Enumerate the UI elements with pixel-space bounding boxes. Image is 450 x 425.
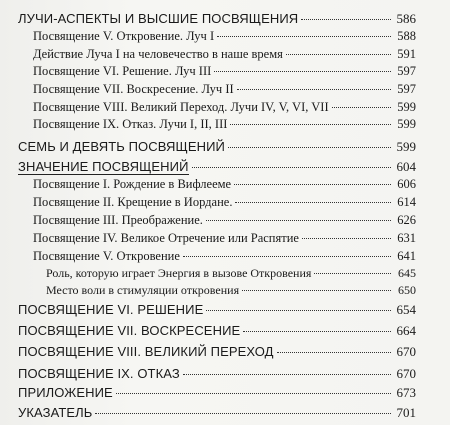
toc-entry-title: ПРИЛОЖЕНИЕ <box>18 385 113 400</box>
leader-dots <box>230 124 391 125</box>
toc-entry-page: 664 <box>396 323 416 338</box>
toc-entry-title: Посвящение III. Преображение. <box>33 213 203 227</box>
toc-entry-title: УКАЗАТЕЛЬ <box>18 405 93 420</box>
toc-entry-index <box>18 405 416 420</box>
toc-entry-title: Посвящение V. Откровение <box>33 249 180 263</box>
toc-entry-page: 586 <box>396 11 416 26</box>
leader-dots <box>206 310 391 311</box>
toc-entry-title: Место воли в стимуляции откровения <box>46 283 240 297</box>
toc-entry-page: 614 <box>397 195 416 209</box>
leader-dots <box>243 331 391 332</box>
toc-entry-title: Посвящение V. Откровение. Луч I <box>33 29 215 43</box>
toc-entry-page: 654 <box>396 302 416 317</box>
toc-entry-title: Посвящение IV. Великое Отречение или Распятие <box>33 231 299 245</box>
toc-entry-page: 631 <box>397 231 416 245</box>
toc-entry-title: Посвящение VII. Воскресение. Луч II <box>33 82 234 96</box>
leader-dots <box>237 89 391 90</box>
toc-entry-page: 597 <box>397 64 416 78</box>
toc-entry-initiation-i-birth <box>33 177 416 192</box>
toc-entry-seven-nine-initiations <box>18 139 416 154</box>
toc-entry-page: 599 <box>396 139 416 154</box>
leader-dots <box>242 290 391 291</box>
toc-entry-initiation-v-revelation-2 <box>33 249 416 264</box>
leader-dots <box>314 273 391 274</box>
leader-dots <box>301 19 391 20</box>
toc-entry-title: Роль, которую играет Энергия в вызове Откровения <box>46 266 312 280</box>
toc-entry-title: Посвящение VI. Решение. Луч III <box>33 64 212 78</box>
leader-dots <box>228 147 391 148</box>
toc-entry-initiation-viii-transition <box>33 100 416 115</box>
toc-entry-page: 641 <box>397 249 416 263</box>
toc-entry-page: 701 <box>396 405 416 420</box>
toc-entry-rays-aspects <box>18 11 416 26</box>
leader-dots <box>116 393 391 394</box>
toc-entry-title: ПОСВЯЩЕНИЕ IX. ОТКАЗ <box>18 366 180 381</box>
toc-entry-title: Посвящение IX. Отказ. Лучи I, II, III <box>33 117 228 131</box>
toc-entry-initiation-iv-renunciation <box>33 231 416 246</box>
leader-dots <box>183 256 391 257</box>
toc-entry-meaning-of-initiations <box>18 159 416 175</box>
toc-entry-initiation-vii-resurrection <box>33 82 416 97</box>
leader-dots <box>235 202 391 203</box>
leader-dots <box>234 184 391 185</box>
leader-dots <box>332 107 391 108</box>
toc-entry-initiation-vi-decision <box>33 64 416 79</box>
toc-entry-initiation-v-revelation <box>33 29 416 44</box>
leader-dots <box>192 167 391 168</box>
toc-entry-title: Действие Луча I на человечество в наше время <box>33 47 283 61</box>
toc-entry-page: 626 <box>397 213 416 227</box>
toc-entry-page: 650 <box>398 283 416 297</box>
toc-entry-title: ЗНАЧЕНИЕ ПОСВЯЩЕНИЙ <box>18 159 189 174</box>
toc-entry-appendix <box>18 385 416 400</box>
toc-entry-page: 645 <box>398 266 416 280</box>
toc-entry-initiation-ix-refusal-section <box>18 366 416 381</box>
toc-entry-energy-role <box>46 266 416 281</box>
toc-entry-page: 673 <box>396 385 416 400</box>
toc-entry-title: ПОСВЯЩЕНИЕ VI. РЕШЕНИЕ <box>18 302 204 317</box>
leader-dots <box>286 54 391 55</box>
toc-entry-page: 670 <box>396 366 416 381</box>
leader-dots <box>183 374 391 375</box>
leader-dots <box>206 220 391 221</box>
toc-entry-initiation-viii-transition-section <box>18 344 416 359</box>
leader-dots <box>277 352 391 353</box>
toc-entry-initiation-vii-resurrection-section <box>18 323 416 338</box>
toc-entry-place-of-will <box>46 283 416 298</box>
toc-entry-title: Посвящение VIII. Великий Переход. Лучи IV, V, VI, VII <box>33 100 329 114</box>
toc-entry-page: 604 <box>396 159 416 174</box>
toc-entry-initiation-ii-baptism <box>33 195 416 210</box>
toc-entry-title: СЕМЬ И ДЕВЯТЬ ПОСВЯЩЕНИЙ <box>18 139 225 154</box>
toc-entry-initiation-ix-refusal <box>33 117 416 132</box>
toc-entry-ray-i-effect <box>33 47 416 62</box>
toc-entry-page: 670 <box>396 344 416 359</box>
leader-dots <box>302 238 391 239</box>
leader-dots <box>214 71 391 72</box>
toc-entry-page: 606 <box>397 177 416 191</box>
toc-entry-title: ПОСВЯЩЕНИЕ VIII. ВЕЛИКИЙ ПЕРЕХОД <box>18 344 274 359</box>
toc-entry-title: Посвящение I. Рождение в Вифлееме <box>33 177 232 191</box>
leader-dots <box>95 413 391 414</box>
toc-entry-page: 591 <box>397 47 416 61</box>
leader-dots <box>217 36 391 37</box>
toc-entry-initiation-vi-decision-section <box>18 302 416 317</box>
toc-entry-title: ЛУЧИ-АСПЕКТЫ И ВЫСШИЕ ПОСВЯЩЕНИЯ <box>18 11 299 26</box>
toc-entry-initiation-iii-transfiguration <box>33 213 416 228</box>
toc-entry-title: Посвящение II. Крещение в Иордане. <box>33 195 233 209</box>
toc-entry-page: 597 <box>397 82 416 96</box>
toc-entry-page: 588 <box>397 29 416 43</box>
toc-entry-title: ПОСВЯЩЕНИЕ VII. ВОСКРЕСЕНИЕ <box>18 323 241 338</box>
toc-entry-page: 599 <box>397 117 416 131</box>
toc-entry-page: 599 <box>397 100 416 114</box>
